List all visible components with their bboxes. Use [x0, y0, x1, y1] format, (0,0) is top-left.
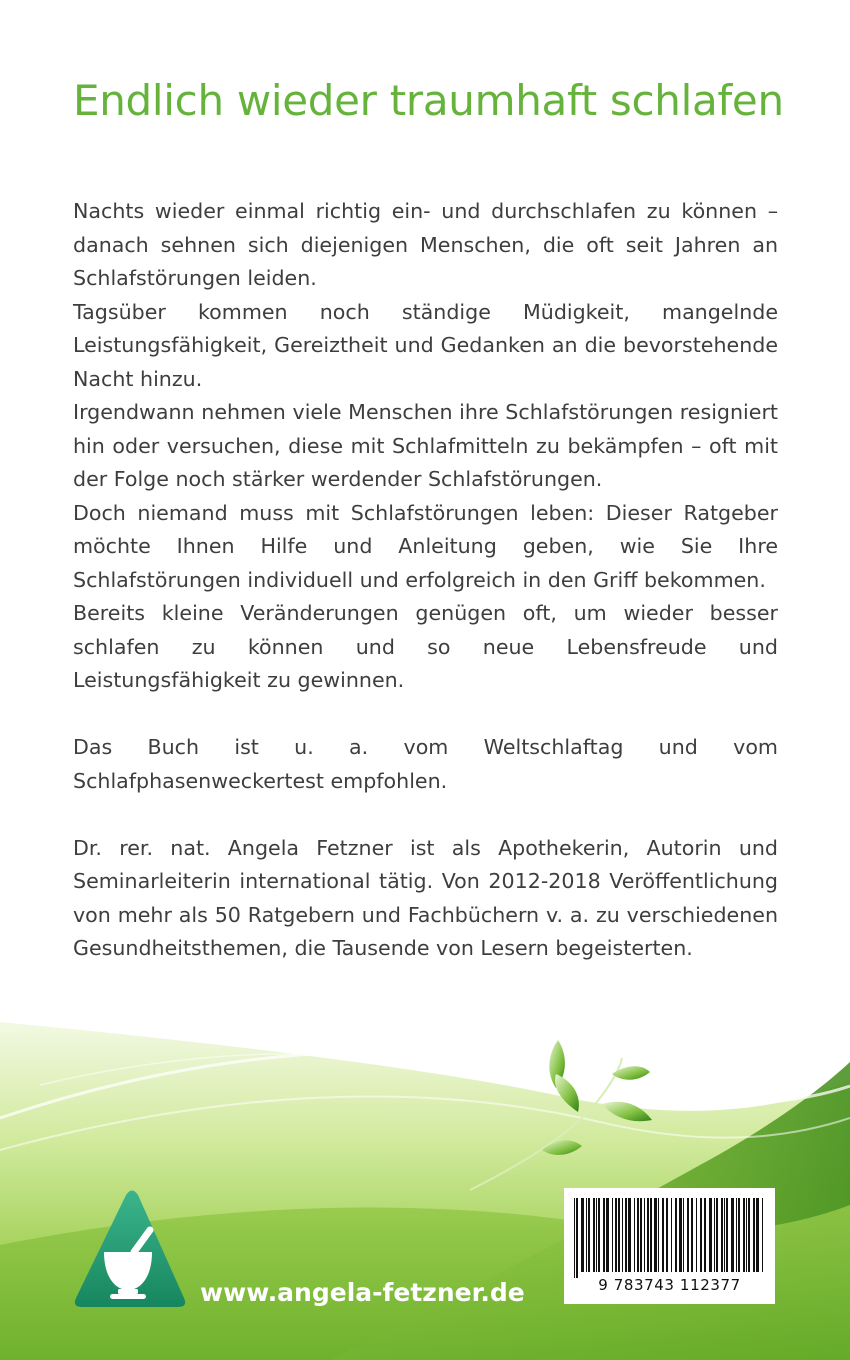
- blurb-paragraph: Irgendwann nehmen viele Menschen ihre Schlafstörungen resigniert hin oder versuchen, diese mit Schlafmitteln zu bekämpfen – oft mit der Folge noch stärker werdender Schlafstörungen.: [73, 400, 778, 491]
- barcode-bar: [675, 1198, 677, 1272]
- barcode-bar: [603, 1198, 605, 1272]
- barcode-bar: [756, 1198, 759, 1272]
- barcode-bar: [709, 1198, 712, 1272]
- barcode-bar: [683, 1198, 684, 1272]
- barcode-bar: [762, 1198, 763, 1272]
- barcode-bar: [574, 1198, 575, 1278]
- barcode-bar: [625, 1198, 627, 1272]
- barcode-bar: [700, 1198, 702, 1272]
- barcode-bar: [588, 1198, 590, 1272]
- barcode-bar: [743, 1198, 745, 1272]
- barcode-bar: [696, 1198, 697, 1272]
- barcode-bar: [615, 1198, 617, 1272]
- barcode-bar: [687, 1198, 689, 1272]
- barcode-bar: [726, 1198, 728, 1272]
- author-bio: Dr. rer. nat. Angela Fetzner ist als Apothekerin, Autorin und Seminarleiterin international tätig. Von 2012-2018 Veröffentlichung von mehr als 50 Ratgebern und Fachbüchern v. a. zu verschiedenen Gesundheitsthemen, die Tausende von Lesern begeisterten.: [73, 835, 778, 960]
- isbn-number: 9 783743 112377: [598, 1276, 741, 1294]
- barcode-bar: [658, 1198, 659, 1272]
- barcode-bar: [736, 1198, 737, 1272]
- barcode-bar: [654, 1198, 657, 1272]
- barcode-bar: [746, 1198, 747, 1272]
- barcode-bar: [647, 1198, 649, 1272]
- website-link[interactable]: www.angela-fetzner.de: [200, 1278, 525, 1307]
- isbn-barcode: [564, 1188, 775, 1304]
- barcode-bar: [671, 1198, 672, 1272]
- barcode-bar: [721, 1198, 723, 1272]
- barcode-bar: [612, 1198, 613, 1272]
- barcode-bar: [622, 1198, 623, 1272]
- barcode-bar: [753, 1198, 755, 1272]
- blurb-paragraph: Nachts wieder einmal richtig ein- und durchschlafen zu können – danach sehnen sich diejenigen Menschen, die oft seit Jahren an Schlafstörungen leiden.: [73, 199, 778, 290]
- barcode-bar: [640, 1198, 642, 1272]
- barcode-bar: [662, 1198, 664, 1272]
- barcode-bar: [586, 1198, 587, 1272]
- barcode-bar: [650, 1198, 652, 1272]
- blurb-text: [73, 195, 778, 966]
- barcode-bar: [704, 1198, 706, 1272]
- blurb-paragraph: Tagsüber kommen noch ständige Müdigkeit, mangelnde Leistungsfähigkeit, Gereiztheit und Gedanken an die bevorstehende Nacht hinzu.: [73, 299, 778, 391]
- barcode-bar: [637, 1198, 639, 1272]
- barcode-bar: [618, 1198, 620, 1272]
- barcode-bar: [738, 1198, 740, 1272]
- barcode-bar: [714, 1198, 715, 1272]
- barcode-bar: [576, 1198, 578, 1278]
- barcode-bar: [634, 1198, 635, 1272]
- barcode-bar: [644, 1198, 645, 1272]
- barcode-bar: [679, 1198, 682, 1272]
- book-title: Endlich wieder traumhaft schlafen: [73, 76, 784, 125]
- barcode-bar: [593, 1198, 595, 1272]
- barcode-bar: [666, 1198, 668, 1272]
- barcode-bar: [748, 1198, 750, 1272]
- barcode-bar: [691, 1198, 693, 1272]
- barcode-bar: [628, 1198, 631, 1272]
- barcode-bar: [606, 1198, 609, 1272]
- barcode-bar: [581, 1198, 584, 1272]
- barcode-bar: [731, 1198, 734, 1272]
- barcode-bar: [716, 1198, 718, 1272]
- blurb-paragraph: Doch niemand muss mit Schlafstörungen leben: Dieser Ratgeber möchte Ihnen Hilfe und Anleitung geben, wie Sie Ihre Schlafstörungen individuell und erfolgreich in den Griff bekommen.: [73, 500, 778, 592]
- barcode-bar: [598, 1198, 600, 1272]
- barcode-bar: [596, 1198, 597, 1272]
- recommendation-text: Das Buch ist u. a. vom Weltschlaftag und vom Schlafphasenweckertest empfohlen.: [73, 735, 778, 793]
- blurb-paragraph: Bereits kleine Veränderungen genügen oft, um wieder besser schlafen zu können und so neue Lebensfreude und Leistungsfähigkeit zu gewinnen.: [73, 601, 778, 692]
- barcode-bar: [724, 1198, 725, 1272]
